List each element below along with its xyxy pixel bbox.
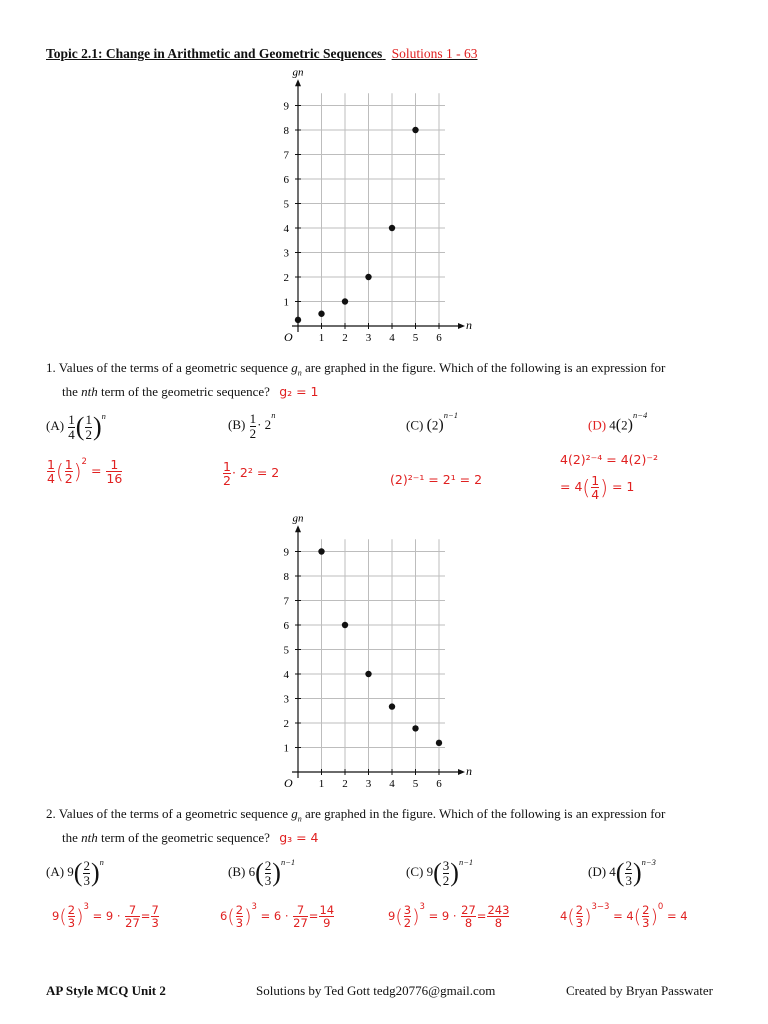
x-tick-label: 2 xyxy=(342,332,348,344)
question-number: 2. xyxy=(46,806,56,821)
footer-unit: AP Style MCQ Unit 2 xyxy=(46,983,166,998)
option-c[interactable]: (C) 9( $\frac{3}{2}$ )$^{n-1}$ xyxy=(406,856,474,888)
work-d: 4( $\frac{2}{3}$ )$^{3-3}$ = 4( $\frac{2}{3}$ )$^0$ = 4 xyxy=(560,902,688,931)
data-point xyxy=(295,317,301,323)
data-point xyxy=(389,703,395,709)
y-axis-label: gn xyxy=(292,66,304,79)
work-c: (2)²⁻¹ = 2¹ = 2 xyxy=(390,472,483,487)
work-c: 9( $\frac{3}{2}$ )$^3$ = 9 · $\frac{27}{8}$ = $\frac{243}{8}$ xyxy=(388,902,510,931)
data-point xyxy=(342,298,348,304)
x-axis-arrow xyxy=(458,769,465,775)
y-tick-label: 1 xyxy=(283,296,289,309)
data-point xyxy=(365,274,371,280)
footer-credits: Solutions by Ted Gott tedg20776@gmail.com xyxy=(256,983,496,998)
x-axis-arrow xyxy=(458,323,465,329)
question-text: Values of the terms of a geometric sequence xyxy=(58,360,288,375)
y-axis-label: gn xyxy=(292,512,304,525)
nth-label: nth xyxy=(81,384,98,399)
x-axis-label: n xyxy=(466,318,472,332)
y-tick-label: 4 xyxy=(283,223,289,235)
origin-label: O xyxy=(284,330,293,344)
y-tick-label: 8 xyxy=(283,125,289,137)
chart-2 xyxy=(268,512,480,796)
y-tick-label: 5 xyxy=(283,198,289,211)
y-tick-label: 2 xyxy=(283,272,289,284)
sequence-var: $g_n$ xyxy=(291,360,302,378)
question-1-line2: the nth term of the geometric sequence? g₂ = 1 xyxy=(62,384,319,399)
y-tick-label: 9 xyxy=(283,100,289,113)
x-tick-label: 4 xyxy=(389,332,395,344)
x-tick-label: 6 xyxy=(436,778,442,790)
x-tick-label: 3 xyxy=(365,332,372,344)
y-tick-label: 6 xyxy=(283,174,289,186)
option-a[interactable]: (A) $\frac{1}{4}$ ( $\frac{1}{2}$ )$^n$ xyxy=(46,410,106,442)
y-tick-label: 5 xyxy=(283,644,289,657)
y-axis-arrow xyxy=(295,525,301,532)
y-tick-label: 9 xyxy=(283,546,289,559)
option-d[interactable]: (D) 4( $\frac{2}{3}$ )$^{n-3}$ xyxy=(588,856,656,888)
y-axis-arrow xyxy=(295,79,301,86)
x-tick-label: 5 xyxy=(412,332,419,344)
option-b[interactable]: (B) 6( $\frac{2}{3}$ )$^{n-1}$ xyxy=(228,856,296,888)
data-point xyxy=(318,548,324,554)
chart-1 xyxy=(268,66,480,350)
work-b: 6( $\frac{2}{3}$ )$^3$ = 6 · $\frac{7}{27}$ = $\frac{14}{9}$ xyxy=(220,902,335,931)
data-point xyxy=(412,725,418,731)
solutions-range: Solutions 1 - 63 xyxy=(391,46,478,61)
hint: g₂ = 1 xyxy=(279,384,319,399)
question-text-cont: are graphed in the figure. Which of the following is an expression for xyxy=(304,806,666,821)
work-d-line2: = 4( $\frac{1}{4}$ ) = 1 xyxy=(560,473,635,503)
data-point xyxy=(365,671,371,677)
data-point xyxy=(389,225,395,231)
x-tick-label: 3 xyxy=(365,778,372,790)
x-axis-label: n xyxy=(466,764,472,778)
option-c[interactable]: (C) $(2)^{n-1}$ xyxy=(406,410,458,434)
data-point xyxy=(342,622,348,628)
question-text-cont: are graphed in the figure. Which of the following is an expression for xyxy=(304,360,666,375)
x-tick-label: 1 xyxy=(318,778,325,790)
x-tick-label: 5 xyxy=(412,778,419,790)
question-2-line2: the nth term of the geometric sequence? g₃ = 4 xyxy=(62,830,319,845)
origin-label: O xyxy=(284,776,293,790)
y-tick-label: 3 xyxy=(283,693,289,706)
nth-label: nth xyxy=(81,830,98,845)
x-tick-label: 2 xyxy=(342,778,348,790)
work-b: $\frac{1}{2}$ · 2² = 2 xyxy=(223,459,280,489)
sequence-var: $g_n$ xyxy=(291,806,302,824)
y-tick-label: 3 xyxy=(283,247,289,260)
x-tick-label: 6 xyxy=(436,332,442,344)
y-tick-label: 7 xyxy=(283,595,289,608)
question-number: 1. xyxy=(46,360,56,375)
y-tick-label: 4 xyxy=(283,669,289,681)
topic-title: Topic 2.1: Change in Arithmetic and Geometric Sequences xyxy=(46,46,383,61)
page-title xyxy=(46,46,478,62)
work-d-line1: 4(2)²⁻⁴ = 4(2)⁻² xyxy=(560,452,658,467)
option-d[interactable]: (D) $4(2)^{n-4}$ xyxy=(588,410,648,434)
x-tick-label: 4 xyxy=(389,778,395,790)
y-tick-label: 6 xyxy=(283,620,289,632)
option-b[interactable]: (B) $\frac{1}{2}$ · $2^n$ xyxy=(228,409,276,441)
y-tick-label: 8 xyxy=(283,571,289,583)
y-tick-label: 2 xyxy=(283,718,289,730)
question-text: Values of the terms of a geometric sequence xyxy=(58,806,288,821)
option-a[interactable]: (A) 9( $\frac{2}{3}$ )$^n$ xyxy=(46,856,104,888)
data-point xyxy=(412,127,418,133)
work-a: $\frac{1}{4}$ ( $\frac{1}{2}$ )$^2$ = $\frac{1}{16}$ xyxy=(47,456,123,487)
data-point xyxy=(318,311,324,317)
y-tick-label: 7 xyxy=(283,149,289,162)
hint: g₃ = 4 xyxy=(279,830,319,845)
y-tick-label: 1 xyxy=(283,742,289,755)
x-tick-label: 1 xyxy=(318,332,325,344)
data-point xyxy=(436,740,442,746)
work-a: 9( $\frac{2}{3}$ )$^3$ = 9 · $\frac{7}{27}$ = $\frac{7}{3}$ xyxy=(52,902,159,931)
footer-author: Created by Bryan Passwater xyxy=(566,983,713,998)
